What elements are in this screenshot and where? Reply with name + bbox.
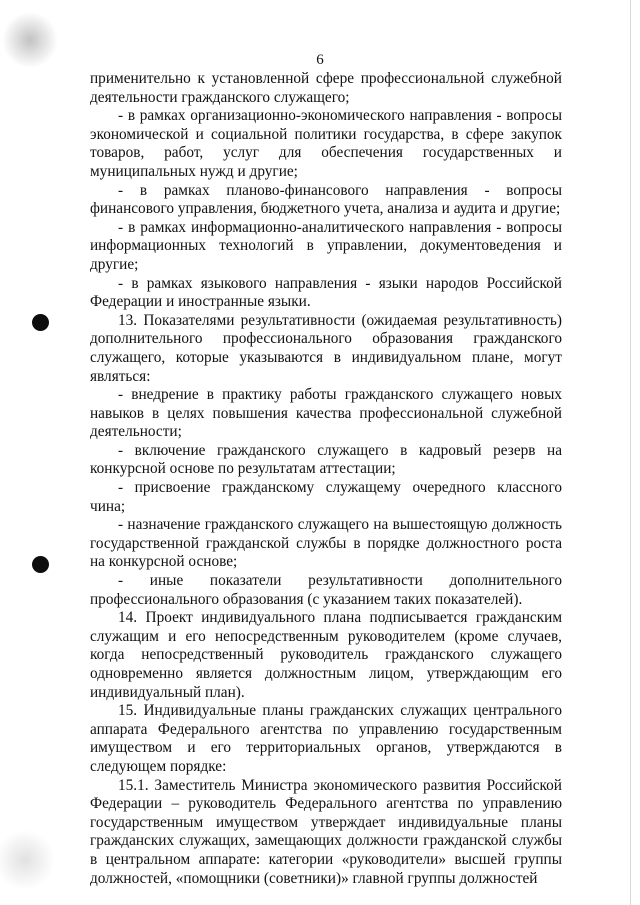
paragraph: - в рамках языкового направления - языки народов Российской Федерации и иностранные языки. xyxy=(90,274,562,311)
paragraph: - присвоение гражданскому служащему очередного классного чина; xyxy=(90,479,562,515)
punch-hole xyxy=(32,314,49,331)
paragraph: 15. Индивидуальные планы гражданских служащих центрального аппарата Федерального агентства по управлению государственным имуществом и его территориальных органов, утверждаются в следующем порядке: xyxy=(90,702,562,775)
paragraph: - в рамках информационно-аналитического направления - вопросы информационных технологий в управлении, документоведения и другие; xyxy=(90,218,562,273)
paragraph: - иные показатели результативности дополнительного профессионального образования (с указанием таких показателей). xyxy=(90,572,562,608)
paragraph: 15.1. Заместитель Министра экономического развития Российской Федерации – руководитель Федерального агентства по управлению государственным имуществом утверждает индивидуальные планы гражданских служащих, замещающих должности гражданской службы в центральном аппарате: категории «руководители» высшей группы должностей, «помощники (советники)» главной группы должностей xyxy=(90,776,562,887)
paragraph: - включение гражданского служащего в кадровый резерв на конкурсной основе по результатам аттестации; xyxy=(90,441,562,478)
scan-edge-line xyxy=(630,0,631,905)
paragraph: - назначение гражданского служащего на вышестоящую должность государственной гражданской службы в порядке должностного роста на конкурсной основе; xyxy=(90,516,562,571)
paragraph: - в рамках планово-финансового направления - вопросы финансового управления, бюджетного учета, анализа и аудита и другие; xyxy=(90,181,562,218)
page-number: 6 xyxy=(316,52,324,68)
scan-artifact xyxy=(0,800,60,905)
paragraph: - внедрение в практику работы гражданского служащего новых навыков в целях повышения качества профессиональной служебной деятельности; xyxy=(90,386,562,441)
punch-hole xyxy=(32,556,49,573)
document-body xyxy=(90,70,562,888)
paragraph: - в рамках организационно-экономического направления - вопросы экономической и социальной политики государства, в сфере закупок товаров, работ, услуг для обеспечения государственных и муниципальных нужд и другие; xyxy=(90,107,562,180)
paragraph: 14. Проект индивидуального плана подписывается гражданским служащим и его непосредственным руководителем (кроме случаев, когда непосредственный руководитель гражданского служащего одновременно является должностным лицом, утверждающим его индивидуальный план). xyxy=(90,609,562,701)
paragraph: 13. Показателями результативности (ожидаемая результативность) дополнительного профессионального образования гражданского служащего, которые указываются в индивидуальном плане, могут являться: xyxy=(90,311,562,385)
paragraph: применительно к установленной сфере профессиональной служебной деятельности гражданского служащего; xyxy=(90,70,562,106)
